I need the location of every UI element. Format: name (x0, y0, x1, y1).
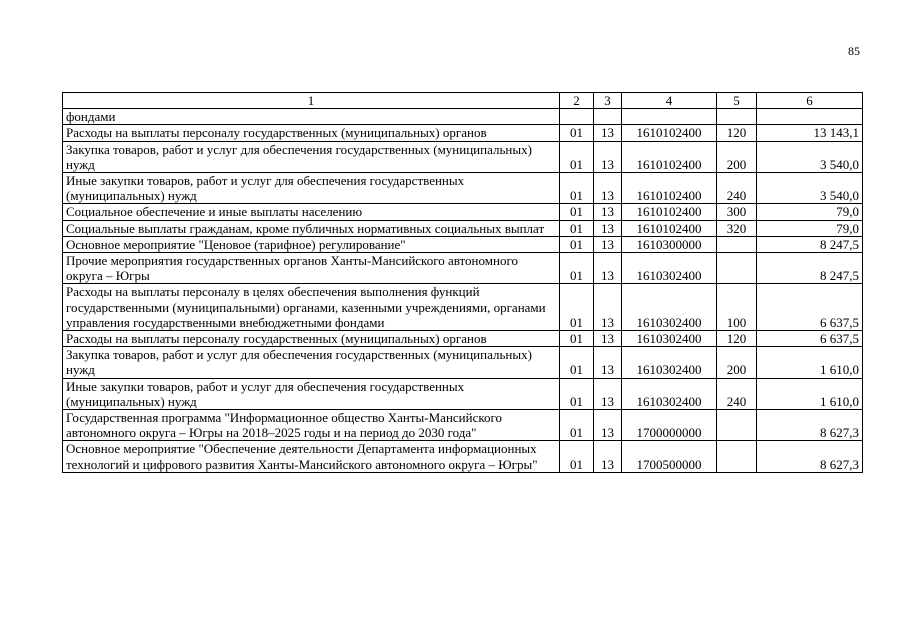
row-section-cell: 01 (560, 204, 594, 220)
row-name-cell: Основное мероприятие "Ценовое (тарифное) регулирование" (63, 236, 560, 252)
row-section-cell (560, 109, 594, 125)
row-expense-type-cell (717, 253, 757, 284)
table-row (63, 204, 863, 220)
row-expense-type-cell: 200 (717, 141, 757, 172)
row-target-article-cell: 1610102400 (622, 141, 717, 172)
row-name-cell: Прочие мероприятия государственных органов Ханты-Мансийского автономного округа – Югры (63, 253, 560, 284)
table-row (63, 125, 863, 141)
table-row (63, 141, 863, 172)
row-subsection-cell: 13 (594, 125, 622, 141)
row-expense-type-cell: 120 (717, 125, 757, 141)
table-row (63, 347, 863, 378)
row-target-article-cell: 1610302400 (622, 347, 717, 378)
budget-table (62, 92, 863, 473)
row-expense-type-cell: 320 (717, 220, 757, 236)
row-subsection-cell: 13 (594, 378, 622, 409)
table-row (63, 220, 863, 236)
row-subsection-cell: 13 (594, 284, 622, 331)
header-col-5: 5 (717, 93, 757, 109)
header-col-6: 6 (757, 93, 863, 109)
row-sum-cell: 1 610,0 (757, 378, 863, 409)
row-name-cell: Государственная программа "Информационное общество Ханты-Мансийского автономного округа – Югры на 2018–2025 годы и на период до 2030 года" (63, 410, 560, 441)
row-target-article-cell: 1610302400 (622, 284, 717, 331)
row-section-cell: 01 (560, 347, 594, 378)
header-col-3: 3 (594, 93, 622, 109)
row-name-cell: Расходы на выплаты персоналу государственных (муниципальных) органов (63, 331, 560, 347)
row-sum-cell: 13 143,1 (757, 125, 863, 141)
row-target-article-cell (622, 109, 717, 125)
row-sum-cell: 8 627,3 (757, 441, 863, 472)
row-name-cell: Закупка товаров, работ и услуг для обеспечения государственных (муниципальных) нужд (63, 141, 560, 172)
row-sum-cell: 6 637,5 (757, 284, 863, 331)
row-section-cell: 01 (560, 220, 594, 236)
row-section-cell: 01 (560, 331, 594, 347)
row-target-article-cell: 1610102400 (622, 173, 717, 204)
row-expense-type-cell (717, 441, 757, 472)
row-section-cell: 01 (560, 236, 594, 252)
row-expense-type-cell (717, 109, 757, 125)
row-expense-type-cell: 100 (717, 284, 757, 331)
row-name-cell: Основное мероприятие "Обеспечение деятельности Департамента информационных технологий и цифрового развития Ханты-Мансийского автономного округа – Югры" (63, 441, 560, 472)
table-header (63, 93, 863, 109)
row-name-cell: Закупка товаров, работ и услуг для обеспечения государственных (муниципальных) нужд (63, 347, 560, 378)
table-body (63, 109, 863, 473)
row-name-cell: Иные закупки товаров, работ и услуг для обеспечения государственных (муниципальных) нужд (63, 378, 560, 409)
row-section-cell: 01 (560, 284, 594, 331)
row-subsection-cell: 13 (594, 441, 622, 472)
header-col-4: 4 (622, 93, 717, 109)
row-expense-type-cell (717, 236, 757, 252)
row-section-cell: 01 (560, 173, 594, 204)
row-sum-cell: 8 247,5 (757, 236, 863, 252)
row-target-article-cell: 1610102400 (622, 204, 717, 220)
row-sum-cell: 1 610,0 (757, 347, 863, 378)
table-row (63, 441, 863, 472)
row-sum-cell: 79,0 (757, 204, 863, 220)
header-col-1: 1 (63, 93, 560, 109)
row-target-article-cell: 1610302400 (622, 331, 717, 347)
row-expense-type-cell: 120 (717, 331, 757, 347)
row-subsection-cell: 13 (594, 220, 622, 236)
table-row (63, 236, 863, 252)
row-sum-cell (757, 109, 863, 125)
row-target-article-cell: 1610300000 (622, 236, 717, 252)
row-sum-cell: 8 627,3 (757, 410, 863, 441)
row-subsection-cell: 13 (594, 253, 622, 284)
row-sum-cell: 6 637,5 (757, 331, 863, 347)
row-section-cell: 01 (560, 253, 594, 284)
table-row (63, 378, 863, 409)
row-subsection-cell: 13 (594, 141, 622, 172)
row-sum-cell: 3 540,0 (757, 173, 863, 204)
row-name-cell: фондами (63, 109, 560, 125)
row-target-article-cell: 1700000000 (622, 410, 717, 441)
row-target-article-cell: 1610102400 (622, 220, 717, 236)
row-name-cell: Социальное обеспечение и иные выплаты населению (63, 204, 560, 220)
header-row (63, 93, 863, 109)
row-section-cell: 01 (560, 125, 594, 141)
row-subsection-cell: 13 (594, 347, 622, 378)
row-subsection-cell: 13 (594, 331, 622, 347)
row-target-article-cell: 1610102400 (622, 125, 717, 141)
row-subsection-cell (594, 109, 622, 125)
row-section-cell: 01 (560, 410, 594, 441)
table-row (63, 173, 863, 204)
table-row (63, 253, 863, 284)
row-target-article-cell: 1610302400 (622, 378, 717, 409)
row-section-cell: 01 (560, 378, 594, 409)
row-name-cell: Расходы на выплаты персоналу государственных (муниципальных) органов (63, 125, 560, 141)
row-expense-type-cell: 240 (717, 173, 757, 204)
row-subsection-cell: 13 (594, 410, 622, 441)
page-number: 85 (848, 44, 860, 58)
header-col-2: 2 (560, 93, 594, 109)
row-subsection-cell: 13 (594, 236, 622, 252)
row-sum-cell: 8 247,5 (757, 253, 863, 284)
row-expense-type-cell: 240 (717, 378, 757, 409)
row-section-cell: 01 (560, 441, 594, 472)
row-subsection-cell: 13 (594, 204, 622, 220)
table-row (63, 109, 863, 125)
row-sum-cell: 3 540,0 (757, 141, 863, 172)
row-section-cell: 01 (560, 141, 594, 172)
row-expense-type-cell (717, 410, 757, 441)
table-row (63, 331, 863, 347)
row-name-cell: Иные закупки товаров, работ и услуг для обеспечения государственных (муниципальных) нужд (63, 173, 560, 204)
row-name-cell: Расходы на выплаты персоналу в целях обеспечения выполнения функций государственными (муниципальными) органами, казенными учреждениями, органами управления государственными внебюджетными фондами (63, 284, 560, 331)
row-target-article-cell: 1700500000 (622, 441, 717, 472)
row-subsection-cell: 13 (594, 173, 622, 204)
row-target-article-cell: 1610302400 (622, 253, 717, 284)
table-row (63, 410, 863, 441)
row-expense-type-cell: 300 (717, 204, 757, 220)
row-sum-cell: 79,0 (757, 220, 863, 236)
table-row (63, 284, 863, 331)
row-name-cell: Социальные выплаты гражданам, кроме публичных нормативных социальных выплат (63, 220, 560, 236)
row-expense-type-cell: 200 (717, 347, 757, 378)
